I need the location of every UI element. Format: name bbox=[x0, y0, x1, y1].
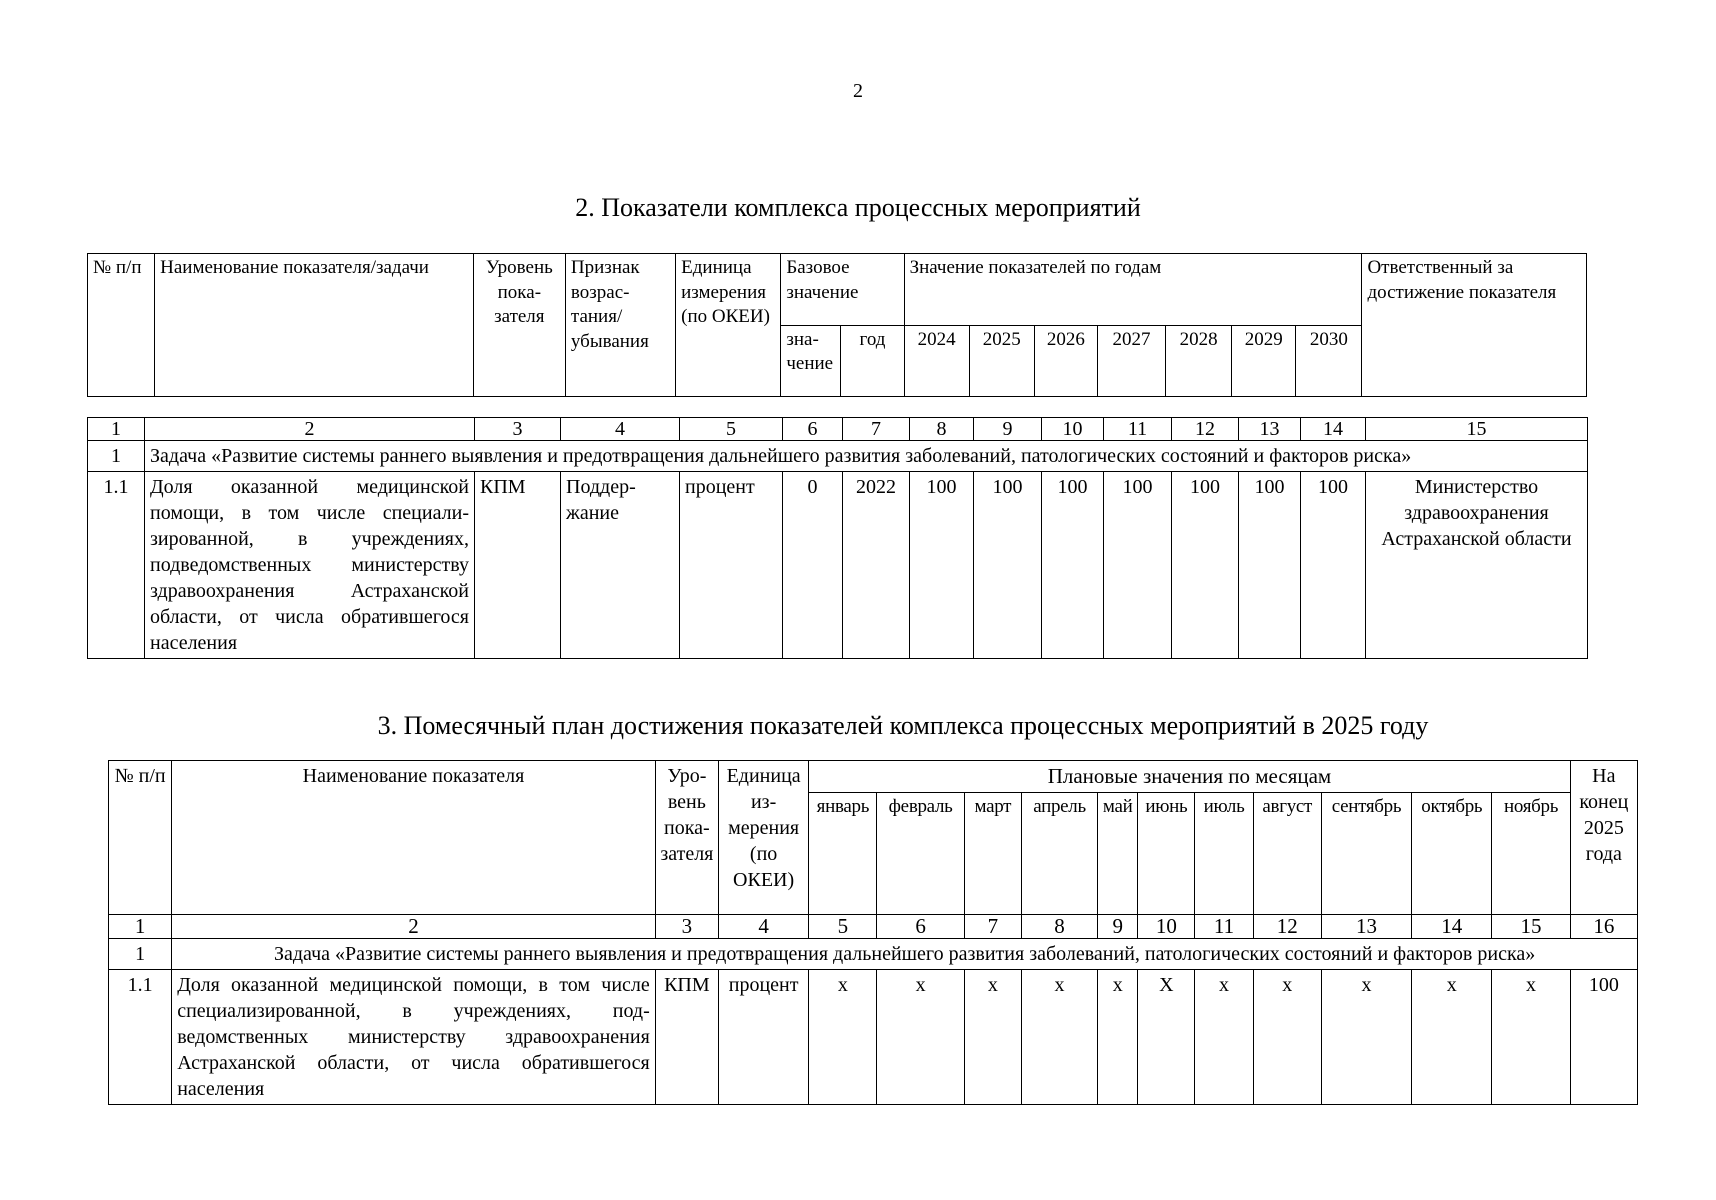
indicator-month-value: x bbox=[1412, 970, 1492, 1105]
indicator-row bbox=[88, 472, 1588, 659]
column-number: 10 bbox=[1042, 418, 1104, 441]
indicator-year-value: 100 bbox=[1301, 472, 1366, 659]
monthly-plan-table bbox=[108, 760, 1638, 1105]
header-month: февраль bbox=[877, 793, 964, 915]
header-month: январь bbox=[809, 793, 877, 915]
header-month: апрель bbox=[1021, 793, 1097, 915]
column-number: 1 bbox=[88, 418, 145, 441]
header-level: Уровень показателя bbox=[473, 254, 565, 397]
header-year-end: На конец 2025 года bbox=[1570, 761, 1637, 915]
column-number: 7 bbox=[964, 915, 1021, 939]
column-number: 11 bbox=[1195, 915, 1253, 939]
column-number: 3 bbox=[475, 418, 561, 441]
column-number: 15 bbox=[1366, 418, 1588, 441]
header-level: Уровень показателя bbox=[655, 761, 718, 915]
column-number: 15 bbox=[1492, 915, 1570, 939]
indicator-num: 1.1 bbox=[88, 472, 145, 659]
task-row bbox=[109, 939, 1638, 970]
column-number: 4 bbox=[718, 915, 808, 939]
header-month: март bbox=[964, 793, 1021, 915]
indicator-month-value: x bbox=[1253, 970, 1321, 1105]
task-text: Задача «Развитие системы раннего выявления и предотвращения дальнейшего развития заболеваний, патологических состояний и факторов риска» bbox=[172, 939, 1638, 970]
indicator-base-value: 0 bbox=[783, 472, 843, 659]
column-number: 1 bbox=[109, 915, 172, 939]
header-year: 2025 bbox=[969, 325, 1034, 397]
indicator-responsible: Министерство здравоохранения Астраханской области bbox=[1366, 472, 1588, 659]
header-name: Наименование показателя/задачи bbox=[155, 254, 474, 397]
indicator-level: КПМ bbox=[475, 472, 561, 659]
indicator-num: 1.1 bbox=[109, 970, 172, 1105]
column-number: 8 bbox=[910, 418, 974, 441]
header-planned-values: Плановые значения по месяцам bbox=[809, 761, 1570, 793]
indicator-month-value: x bbox=[1321, 970, 1411, 1105]
header-responsible: Ответственный за достижение показателя bbox=[1362, 254, 1587, 397]
indicator-month-value: x bbox=[1021, 970, 1097, 1105]
header-year: 2024 bbox=[904, 325, 969, 397]
header-month: сентябрь bbox=[1321, 793, 1411, 915]
indicator-month-value: x bbox=[1098, 970, 1138, 1105]
header-year: 2027 bbox=[1097, 325, 1165, 397]
indicator-unit: процент bbox=[718, 970, 808, 1105]
column-number: 6 bbox=[877, 915, 964, 939]
task-num: 1 bbox=[109, 939, 172, 970]
column-number: 7 bbox=[843, 418, 910, 441]
header-num: № п/п bbox=[88, 254, 155, 397]
column-number: 10 bbox=[1138, 915, 1195, 939]
indicator-level: КПМ bbox=[655, 970, 718, 1105]
column-number: 8 bbox=[1021, 915, 1097, 939]
indicator-row bbox=[109, 970, 1638, 1105]
indicator-year-value: 100 bbox=[974, 472, 1042, 659]
indicator-base-year: 2022 bbox=[843, 472, 910, 659]
column-number: 6 bbox=[783, 418, 843, 441]
column-number: 3 bbox=[655, 915, 718, 939]
column-numbers-row bbox=[88, 418, 1588, 441]
task-num: 1 bbox=[88, 441, 145, 472]
header-trend: Признак возрастания/ убывания bbox=[565, 254, 675, 397]
column-number: 2 bbox=[172, 915, 656, 939]
indicator-year-value: 100 bbox=[1239, 472, 1301, 659]
column-number: 13 bbox=[1239, 418, 1301, 441]
indicator-month-value: x bbox=[964, 970, 1021, 1105]
header-base-year: год bbox=[841, 325, 904, 397]
indicator-month-value: x bbox=[809, 970, 877, 1105]
header-values-by-year: Значение показателей по годам bbox=[904, 254, 1362, 326]
header-unit: Единица измерения (по ОКЕИ) bbox=[676, 254, 781, 397]
column-number: 4 bbox=[561, 418, 680, 441]
header-year: 2030 bbox=[1296, 325, 1362, 397]
indicator-unit: процент bbox=[680, 472, 783, 659]
section-3-title: 3. Помесячный план достижения показателей комплекса процессных мероприятий в 2025 году bbox=[377, 711, 1429, 740]
header-num: № п/п bbox=[109, 761, 172, 915]
column-number: 12 bbox=[1253, 915, 1321, 939]
column-numbers-row bbox=[109, 915, 1638, 939]
task-row bbox=[88, 441, 1588, 472]
indicator-month-value: x bbox=[1195, 970, 1253, 1105]
column-number: 2 bbox=[145, 418, 475, 441]
column-number: 11 bbox=[1104, 418, 1172, 441]
section-2-title: 2. Показатели комплекса процессных мероприятий bbox=[575, 193, 1141, 222]
page-number: 2 bbox=[853, 80, 863, 102]
header-month: ноябрь bbox=[1492, 793, 1570, 915]
indicator-year-value: 100 bbox=[910, 472, 974, 659]
header-unit: Единица измерения (по ОКЕИ) bbox=[718, 761, 808, 915]
indicator-name: Доля оказанной медицинской помощи, в том числе специализированной, в учреждениях, подведомственных министерству здравоохранения Астраханской области, от числа обратившегося населения bbox=[145, 472, 475, 659]
indicator-trend: Поддержание bbox=[561, 472, 680, 659]
indicator-year-value: 100 bbox=[1104, 472, 1172, 659]
header-month: июнь bbox=[1138, 793, 1195, 915]
indicators-table-header bbox=[87, 253, 1587, 397]
task-text: Задача «Развитие системы раннего выявления и предотвращения дальнейшего развития заболеваний, патологических состояний и факторов риска» bbox=[145, 441, 1588, 472]
indicator-year-value: 100 bbox=[1042, 472, 1104, 659]
header-month: август bbox=[1253, 793, 1321, 915]
indicator-month-value: X bbox=[1138, 970, 1195, 1105]
indicator-name: Доля оказанной медицинской помощи, в том числе специализированной, в учреждениях, подведомственных министерству здравоохранения Астраханской области, от числа обратившегося населения bbox=[172, 970, 656, 1105]
header-base-value: значение bbox=[781, 325, 841, 397]
header-year: 2026 bbox=[1034, 325, 1097, 397]
column-number: 14 bbox=[1412, 915, 1492, 939]
indicator-month-value: x bbox=[1492, 970, 1570, 1105]
column-number: 13 bbox=[1321, 915, 1411, 939]
indicator-month-value: x bbox=[877, 970, 964, 1105]
indicator-year-value: 100 bbox=[1172, 472, 1239, 659]
header-base: Базовое значение bbox=[781, 254, 904, 326]
column-number: 5 bbox=[809, 915, 877, 939]
header-month: июль bbox=[1195, 793, 1253, 915]
column-number: 5 bbox=[680, 418, 783, 441]
header-month: октябрь bbox=[1412, 793, 1492, 915]
header-name: Наименование показателя bbox=[172, 761, 656, 915]
column-number: 14 bbox=[1301, 418, 1366, 441]
column-number: 12 bbox=[1172, 418, 1239, 441]
header-year: 2029 bbox=[1232, 325, 1296, 397]
header-month: май bbox=[1098, 793, 1138, 915]
indicator-year-end-value: 100 bbox=[1570, 970, 1637, 1105]
column-number: 9 bbox=[974, 418, 1042, 441]
column-number: 9 bbox=[1098, 915, 1138, 939]
indicators-table-body bbox=[87, 417, 1588, 659]
header-year: 2028 bbox=[1166, 325, 1232, 397]
column-number: 16 bbox=[1570, 915, 1637, 939]
